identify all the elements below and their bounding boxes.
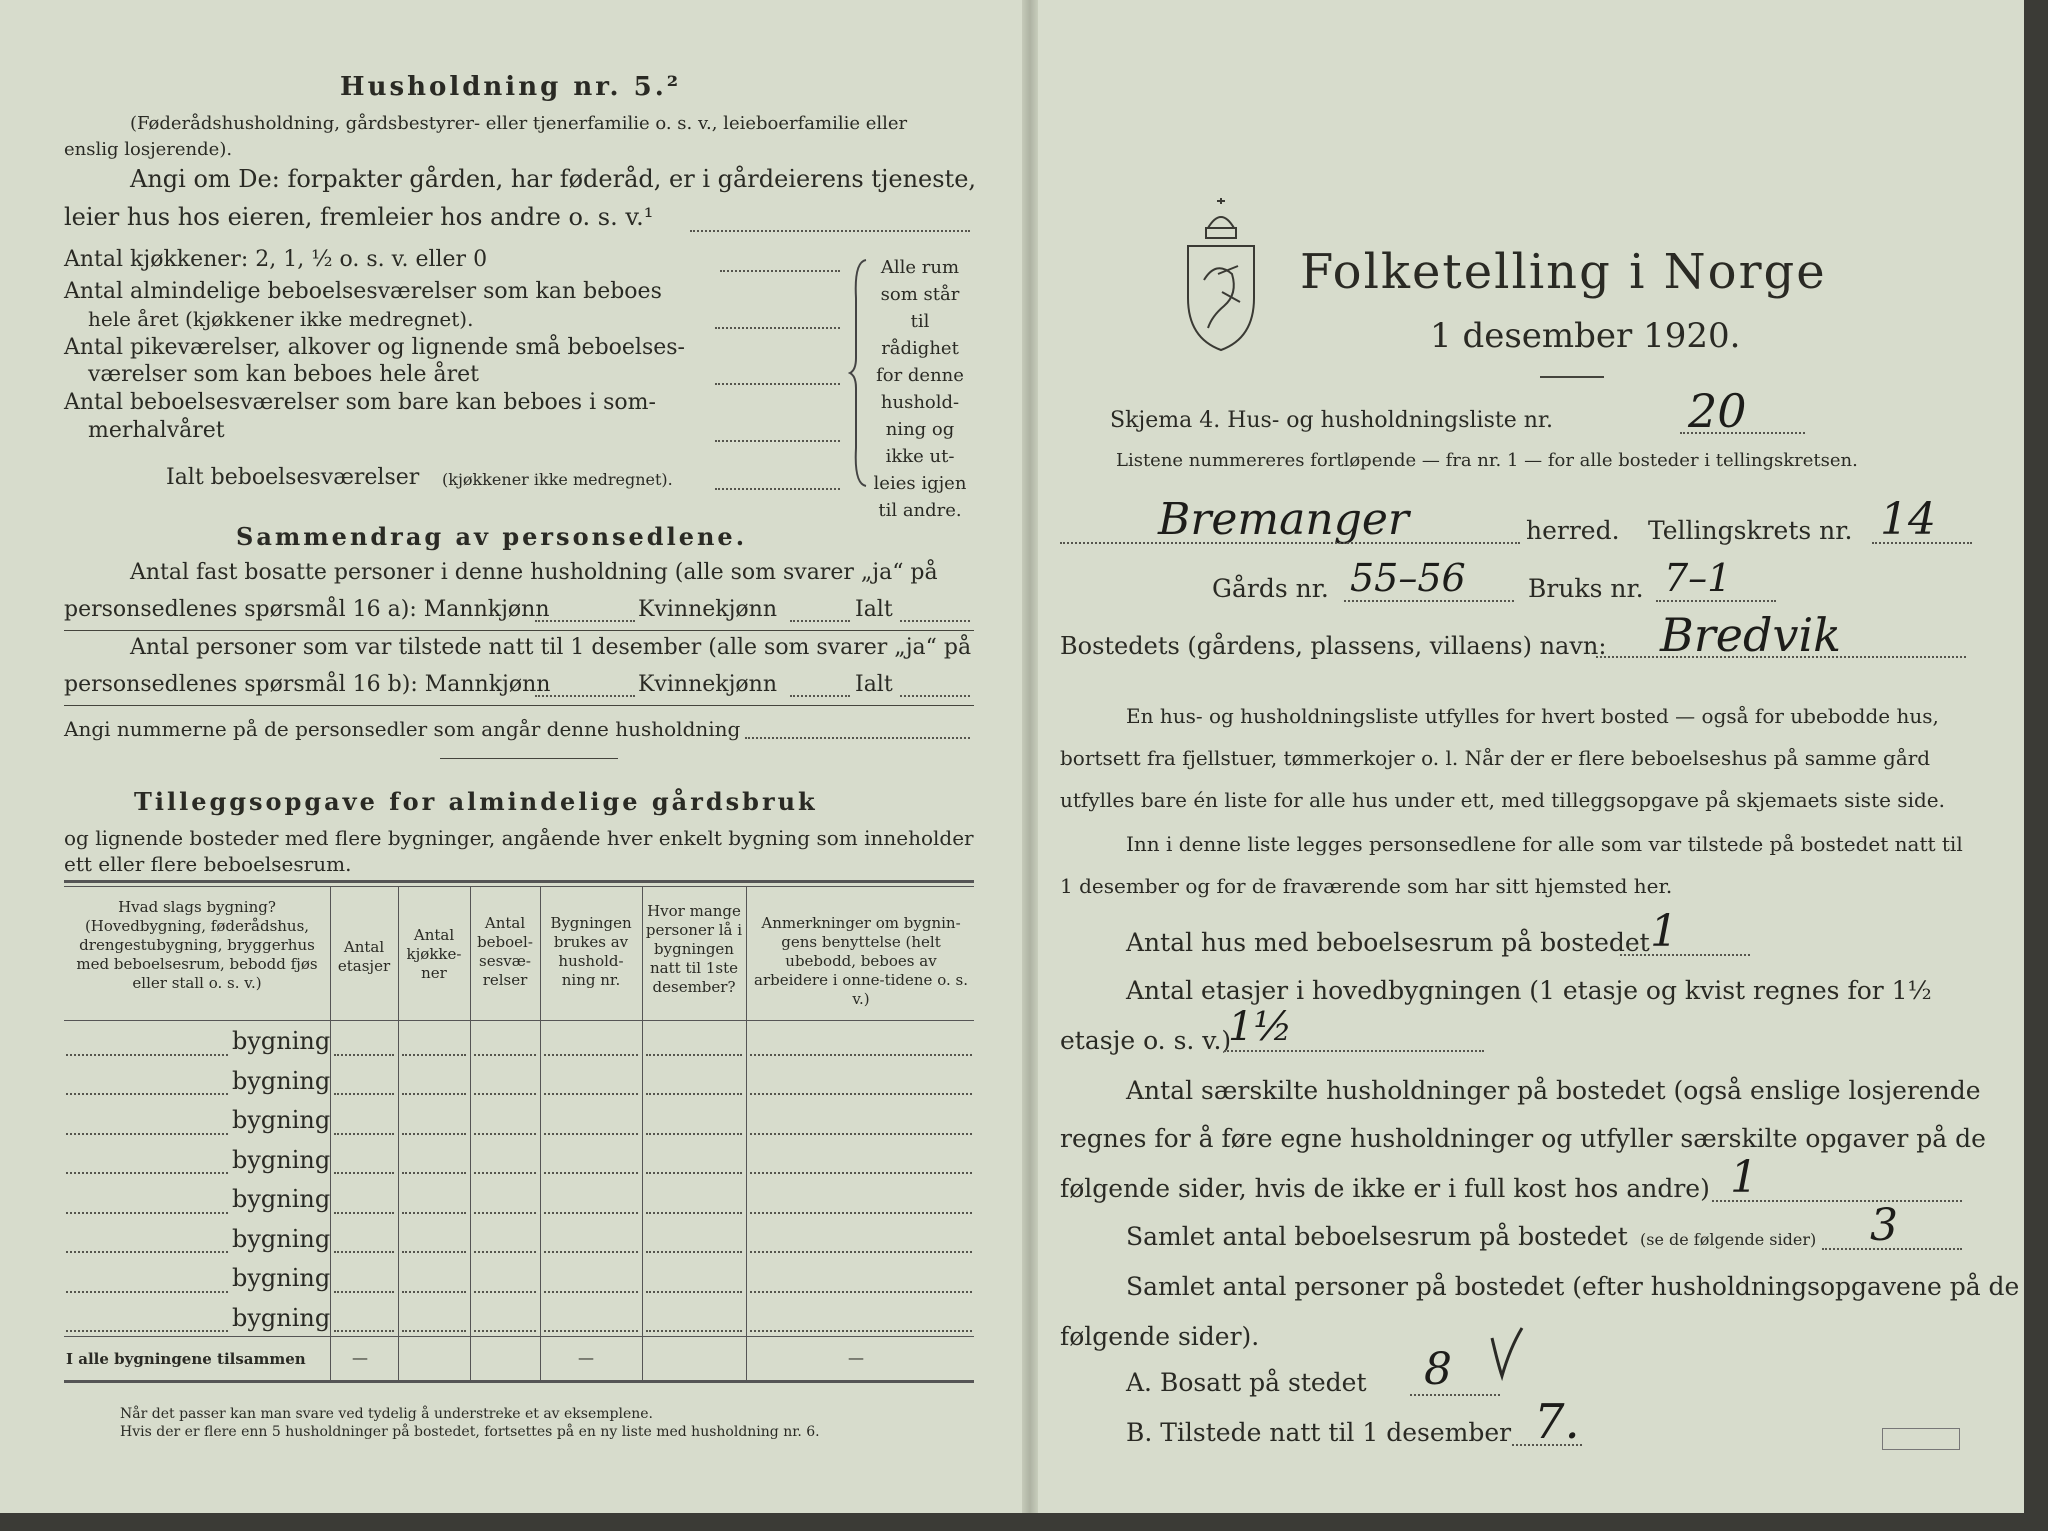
table-row-dots xyxy=(66,1172,228,1174)
table-cell-line xyxy=(646,1291,742,1293)
table-row-label: bygning xyxy=(232,1264,331,1292)
bosted-label: Bostedets (gårdens, plassens, villaens) navn: xyxy=(1060,632,1607,660)
table-row-dots xyxy=(66,1212,228,1214)
angi-numre: Angi nummerne på de personsedler som angår denne husholdning xyxy=(64,717,741,741)
tillegg-title: Tilleggsopgave for almindelige gårdsbruk xyxy=(134,787,818,816)
skjema-number: 20 xyxy=(1688,384,1747,438)
samlet-pers-line-2: følgende sider). xyxy=(1060,1322,1260,1351)
table-cell-line xyxy=(402,1172,466,1174)
table-cell-line xyxy=(474,1330,536,1332)
rooms-summer-2: merhalvåret xyxy=(88,418,225,443)
info-5: 1 desember og for de fraværende som har sitt hjemsted her. xyxy=(1060,874,1673,898)
table-row-dots xyxy=(66,1291,228,1293)
angi-line-2: leier hus hos eieren, fremleier hos andre o. s. v.¹ xyxy=(64,203,654,231)
table-cell-line xyxy=(750,1093,972,1095)
table-row-label: bygning xyxy=(232,1106,331,1134)
summary-2a: Antal personer som var tilstede natt til 1 desember (alle som svarer „ja“ på xyxy=(130,635,972,660)
table-cell-line xyxy=(334,1133,394,1135)
summary-1b: personsedlenes spørsmål 16 a): Mannkjønn xyxy=(64,597,550,622)
checkmark-icon xyxy=(1486,1324,1526,1384)
table-cell-line xyxy=(646,1212,742,1214)
table-cell-line xyxy=(544,1133,638,1135)
antal-hus-value: 1 xyxy=(1650,906,1678,957)
table-cell-line xyxy=(544,1093,638,1095)
col-rooms: Antal beboel-sesvæ-relser xyxy=(477,914,533,989)
page-fold xyxy=(1022,0,1038,1531)
samlet-pers-line-1: Samlet antal personer på bostedet (efter husholdningsopgavene på de xyxy=(1126,1272,2020,1301)
table-cell-line xyxy=(544,1330,638,1332)
table-cell-line xyxy=(750,1291,972,1293)
total-dash-household: — xyxy=(578,1348,594,1367)
footnote-2: Hvis der er flere enn 5 husholdninger på bostedet, fortsettes på en ny liste med husholdning nr. 6. xyxy=(120,1424,820,1440)
brace-icon xyxy=(848,258,872,488)
side-note: Alle rum som står til rådighet for denne hushold- ning og ikke ut- leies igjen til andre. xyxy=(873,257,967,521)
table-total-label: I alle bygningene tilsammen xyxy=(66,1350,306,1368)
tellingskrets-value: 14 xyxy=(1880,494,1936,545)
table-cell-line xyxy=(474,1054,536,1056)
rooms-total-note: (kjøkkener ikke medregnet). xyxy=(442,470,673,489)
summary-1-kvinne: Kvinnekjønn xyxy=(638,597,777,622)
summary-1a: Antal fast bosatte personer i denne husholdning (alle som svarer „ja“ på xyxy=(130,560,938,585)
table-row-dots xyxy=(66,1093,228,1095)
rooms-ordinary-2: hele året (kjøkkener ikke medregnet). xyxy=(88,307,474,331)
table-cell-line xyxy=(474,1251,536,1253)
bruks-label: Bruks nr. xyxy=(1528,574,1644,603)
table-cell-line xyxy=(402,1093,466,1095)
table-cell-line xyxy=(750,1054,972,1056)
tilstede-label: B. Tilstede natt til 1 desember xyxy=(1126,1418,1512,1447)
table-cell-line xyxy=(646,1330,742,1332)
page-edge-bottom xyxy=(0,1513,2048,1531)
printer-stamp xyxy=(1882,1428,1960,1450)
table-row-label: bygning xyxy=(232,1027,331,1055)
table-cell-line xyxy=(402,1251,466,1253)
gards-value: 55–56 xyxy=(1350,556,1466,600)
table-cell-line xyxy=(474,1172,536,1174)
household-title: Husholdning nr. 5.² xyxy=(340,72,682,102)
census-date: 1 desember 1920. xyxy=(1430,316,1741,356)
tillegg-line-2: ett eller flere beboelsesrum. xyxy=(64,852,352,876)
info-3: utfylles bare én liste for alle hus under ett, med tilleggsopgave på skjemaets siste side. xyxy=(1060,788,1945,812)
table-cell-line xyxy=(334,1172,394,1174)
table-cell-line xyxy=(544,1212,638,1214)
rooms-summer-1: Antal beboelsesværelser som bare kan beboes i som- xyxy=(64,390,656,415)
rooms-total-label: Ialt beboelsesværelser xyxy=(166,465,420,490)
table-cell-line xyxy=(544,1251,638,1253)
antal-hus-label: Antal hus med beboelsesrum på bostedet xyxy=(1126,928,1650,957)
herred-value: Bremanger xyxy=(1158,494,1409,545)
table-row-dots xyxy=(66,1330,228,1332)
intro-line-2: enslig losjerende). xyxy=(64,139,233,160)
col-household: Bygningen brukes av hushold-ning nr. xyxy=(550,914,632,989)
col-floors: Antal etasjer xyxy=(337,938,391,975)
listene-note: Listene nummereres fortløpende — fra nr. 1 — for alle bosteder i tellingskretsen. xyxy=(1116,450,1858,471)
table-cell-line xyxy=(750,1251,972,1253)
samlet-rum-value: 3 xyxy=(1870,1200,1898,1251)
table-cell-line xyxy=(474,1133,536,1135)
total-dash-floors: — xyxy=(352,1348,368,1367)
husholdninger-line-2: regnes for å føre egne husholdninger og utfyller særskilte opgaver på de xyxy=(1060,1124,1986,1153)
table-cell-line xyxy=(474,1093,536,1095)
summary-1-ialt: Ialt xyxy=(855,597,893,622)
table-cell-line xyxy=(334,1054,394,1056)
summary-2b: personsedlenes spørsmål 16 b): Mannkjønn xyxy=(64,672,551,697)
rooms-kitchens: Antal kjøkkener: 2, 1, ½ o. s. v. eller 0 xyxy=(64,247,488,272)
info-4: Inn i denne liste legges personsedlene for alle som var tilstede på bostedet natt til xyxy=(1126,832,1963,856)
table-cell-line xyxy=(334,1330,394,1332)
table-cell-line xyxy=(474,1291,536,1293)
coat-of-arms-icon xyxy=(1178,198,1264,352)
samlet-rum-note: (se de følgende sider) xyxy=(1640,1230,1817,1249)
gards-label: Gårds nr. xyxy=(1212,574,1329,603)
table-cell-line xyxy=(334,1291,394,1293)
table-cell-line xyxy=(646,1133,742,1135)
table-cell-line xyxy=(474,1212,536,1214)
total-dash-remarks: — xyxy=(848,1348,864,1367)
skjema-label: Skjema 4. Hus- og husholdningsliste nr. xyxy=(1110,408,1553,433)
bruks-value: 7–1 xyxy=(1664,556,1732,600)
info-2: bortsett fra fjellstuer, tømmerkojer o. l. Når der er flere beboelseshus på samme gård xyxy=(1060,746,1931,770)
table-cell-line xyxy=(334,1093,394,1095)
rooms-maid-1: Antal pikeværelser, alkover og lignende små beboelses- xyxy=(64,335,685,360)
table-row-label: bygning xyxy=(232,1303,331,1332)
table-cell-line xyxy=(646,1054,742,1056)
page-edge xyxy=(2024,0,2048,1531)
table-row-label: bygning xyxy=(232,1185,331,1213)
husholdninger-value: 1 xyxy=(1730,1152,1758,1203)
rooms-maid-2: værelser som kan beboes hele året xyxy=(88,362,479,387)
table-cell-line xyxy=(750,1172,972,1174)
table-cell-line xyxy=(750,1133,972,1135)
col-kitchens: Antal kjøkke-ner xyxy=(406,926,462,982)
table-cell-line xyxy=(544,1291,638,1293)
table-cell-line xyxy=(402,1212,466,1214)
table-cell-line xyxy=(402,1054,466,1056)
main-title: Folketelling i Norge xyxy=(1300,244,1827,300)
herred-label: herred. xyxy=(1526,516,1620,545)
bosted-value: Bredvik xyxy=(1660,608,1842,662)
table-cell-line xyxy=(334,1251,394,1253)
footnote-1: Når det passer kan man svare ved tydelig å understreke et av eksemplene. xyxy=(120,1406,654,1422)
table-cell-line xyxy=(646,1251,742,1253)
col-remarks: Anmerkninger om bygnin-gens benyttelse (helt ubebodd, beboes av arbeidere i onne-tidene o. s. v.) xyxy=(754,914,968,1008)
etasjer-line-2: etasje o. s. v.) xyxy=(1060,1026,1232,1055)
samlet-rum-label: Samlet antal beboelsesrum på bostedet xyxy=(1126,1222,1628,1251)
husholdninger-line-3: følgende sider, hvis de ikke er i full kost hos andre) xyxy=(1060,1174,1710,1203)
summary-2-ialt: Ialt xyxy=(855,672,893,697)
table-row-label: bygning xyxy=(232,1224,331,1253)
table-cell-line xyxy=(402,1330,466,1332)
col-persons: Hvor mange personer lå i bygningen natt til 1ste desember? xyxy=(645,902,743,996)
summary-title: Sammendrag av personsedlene. xyxy=(236,522,748,551)
table-cell-line xyxy=(544,1172,638,1174)
table-cell-line xyxy=(402,1133,466,1135)
table-cell-line xyxy=(402,1291,466,1293)
angi-line-1: Angi om De: forpakter gården, har føderåd, er i gårdeierens tjeneste, xyxy=(130,165,977,193)
etasjer-value: 1½ xyxy=(1228,1004,1293,1050)
etasjer-line-1: Antal etasjer i hovedbygningen (1 etasje og kvist regnes for 1½ xyxy=(1126,976,1932,1005)
table-cell-line xyxy=(750,1330,972,1332)
col-building-type: Hvad slags bygning? (Hovedbygning, føderådshus, drengestubygning, bryggerhus med beboelsesrum, bebodd fjøs eller stall o. s. v.) xyxy=(76,898,318,992)
info-1: En hus- og husholdningsliste utfylles for hvert bosted — også for ubebodde hus, xyxy=(1126,704,1939,728)
table-row-dots xyxy=(66,1251,228,1253)
rooms-ordinary-1: Antal almindelige beboelsesværelser som kan beboes xyxy=(64,279,662,304)
table-cell-line xyxy=(646,1172,742,1174)
table-row-label: bygning xyxy=(232,1066,331,1095)
intro-line-1: (Føderådshusholdning, gårdsbestyrer- eller tjenerfamilie o. s. v., leieboerfamilie eller xyxy=(130,113,908,134)
table-cell-line xyxy=(334,1212,394,1214)
table-cell-line xyxy=(750,1212,972,1214)
summary-2-kvinne: Kvinnekjønn xyxy=(638,672,777,697)
husholdninger-line-1: Antal særskilte husholdninger på bostedet (også enslige losjerende xyxy=(1126,1076,1981,1105)
bosatt-label: A. Bosatt på stedet xyxy=(1126,1368,1367,1397)
bosatt-value: 8 xyxy=(1424,1344,1452,1395)
tilstede-value: 7. xyxy=(1534,1394,1580,1450)
tellingskrets-label: Tellingskrets nr. xyxy=(1648,516,1853,545)
table-cell-line xyxy=(646,1093,742,1095)
table-row-label: bygning xyxy=(232,1145,331,1174)
tillegg-line-1: og lignende bosteder med flere bygninger, angående hver enkelt bygning som inneholder xyxy=(64,826,974,850)
table-cell-line xyxy=(544,1054,638,1056)
table-row-dots xyxy=(66,1133,228,1135)
table-row-dots xyxy=(66,1054,228,1056)
